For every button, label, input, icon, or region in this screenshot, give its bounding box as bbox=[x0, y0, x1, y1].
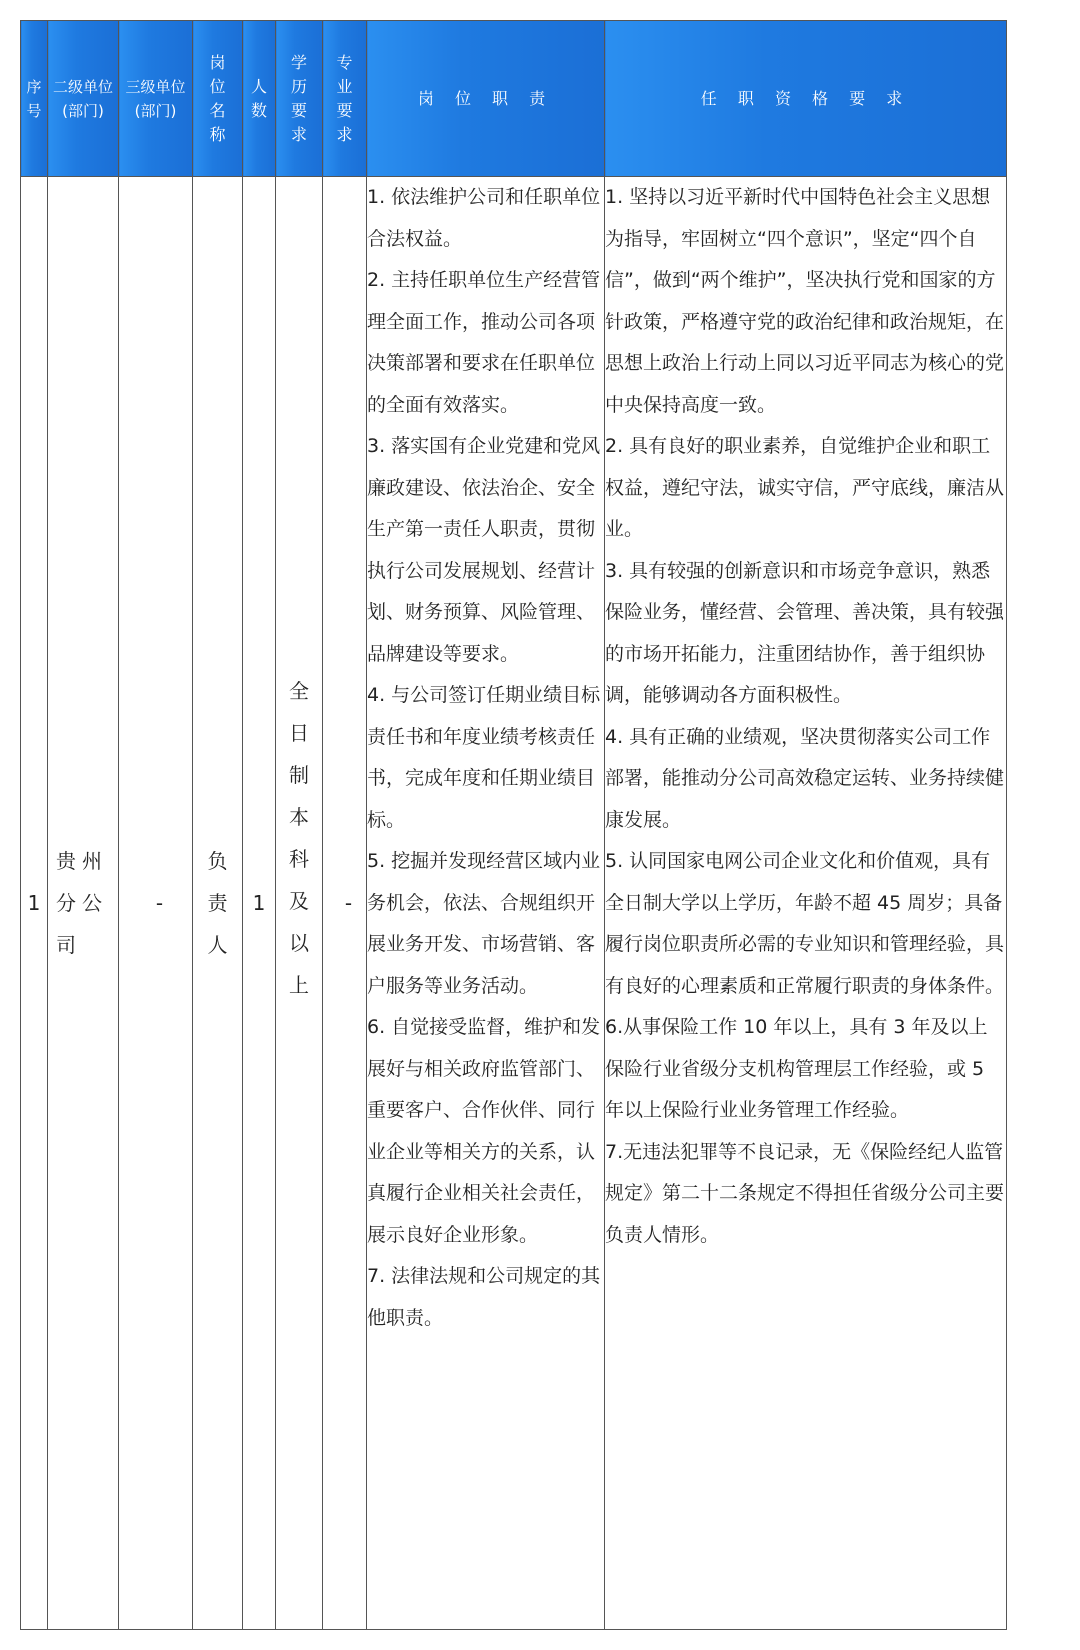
recruitment-table bbox=[20, 20, 1007, 1630]
cell-seq: 1 bbox=[21, 177, 48, 1630]
cell-education: 全日制本科及以上 bbox=[276, 177, 323, 1630]
header-level3: 三级单位(部门) bbox=[119, 21, 193, 177]
duty-item: 2. 主持任职单位生产经营管理全面工作，推动公司各项决策部署和要求在任职单位的全面有效落实。 bbox=[367, 269, 601, 416]
header-duties: 岗 位 职 责 bbox=[367, 21, 605, 177]
header-level2: 二级单位(部门) bbox=[48, 21, 119, 177]
duty-item: 6. 自觉接受监督，维护和发展好与相关政府监管部门、重要客户、合作伙伴、同行业企业等相关方的关系，认真履行企业相关社会责任，展示良好企业形象。 bbox=[367, 1016, 601, 1246]
requirement-item: 7.无违法犯罪等不良记录，无《保险经纪人监管规定》第二十二条规定不得担任省级分公司主要负责人情形。 bbox=[605, 1140, 1005, 1246]
duty-item: 7. 法律法规和公司规定的其他职责。 bbox=[367, 1265, 601, 1329]
duty-item: 3. 落实国有企业党建和党风廉政建设、依法治企、安全生产第一责任人职责，贯彻执行公司发展规划、经营计划、财务预算、风险管理、品牌建设等要求。 bbox=[367, 435, 601, 665]
cell-level2 bbox=[48, 177, 119, 1630]
header-education: 学历要求 bbox=[276, 21, 323, 177]
header-seq: 序号 bbox=[21, 21, 48, 177]
header-count: 人数 bbox=[243, 21, 276, 177]
cell-requirements bbox=[605, 177, 1007, 1630]
duty-item: 5. 挖掘并发现经营区域内业务机会，依法、合规组织开展业务开发、市场营销、客户服务等业务活动。 bbox=[367, 850, 601, 997]
requirement-item: 2. 具有良好的职业素养，自觉维护企业和职工权益，遵纪守法，诚实守信，严守底线，廉洁从业。 bbox=[605, 435, 1005, 540]
cell-duties bbox=[367, 177, 605, 1630]
requirement-item: 3. 具有较强的创新意识和市场竞争意识，熟悉保险业务，懂经营、会管理、善决策，具有较强的市场开拓能力，注重团结协作，善于组织协调，能够调动各方面积极性。 bbox=[605, 559, 1005, 706]
table-row bbox=[21, 177, 1007, 1630]
requirement-item: 5. 认同国家电网公司企业文化和价值观，具有全日制大学以上学历，年龄不超 45 周岁；具备履行岗位职责所必需的专业知识和管理经验，具有良好的心理素质和正常履行职责的身体条件。 bbox=[605, 850, 1005, 997]
table-header-row bbox=[21, 21, 1007, 177]
cell-major: - bbox=[323, 177, 367, 1630]
cell-level3: - bbox=[119, 177, 193, 1630]
header-position: 岗位名称 bbox=[193, 21, 243, 177]
header-major: 专业要求 bbox=[323, 21, 367, 177]
requirement-item: 4. 具有正确的业绩观，坚决贯彻落实公司工作部署，能推动分公司高效稳定运转、业务持续健康发展。 bbox=[605, 725, 1005, 831]
unit-name: 贵州分公司 bbox=[56, 849, 108, 957]
duty-item: 4. 与公司签订任期业绩目标责任书和年度业绩考核责任书，完成年度和任期业绩目标。 bbox=[367, 684, 601, 831]
duty-item: 1. 依法维护公司和任职单位合法权益。 bbox=[367, 186, 601, 250]
requirement-item: 6.从事保险工作 10 年以上，具有 3 年及以上保险行业省级分支机构管理层工作经验，或 5 年以上保险行业业务管理工作经验。 bbox=[605, 1016, 988, 1121]
cell-position: 负责人 bbox=[193, 177, 243, 1630]
requirement-item: 1. 坚持以习近平新时代中国特色社会主义思想为指导，牢固树立“四个意识”，坚定“四个自信”，做到“两个维护”，坚决执行党和国家的方针政策，严格遵守党的政治纪律和政治规矩，在思想上政治上行动上同以习近平同志为核心的党中央保持高度一致。 bbox=[605, 186, 1005, 416]
header-requirements: 任 职 资 格 要 求 bbox=[605, 21, 1007, 177]
cell-count: 1 bbox=[243, 177, 276, 1630]
